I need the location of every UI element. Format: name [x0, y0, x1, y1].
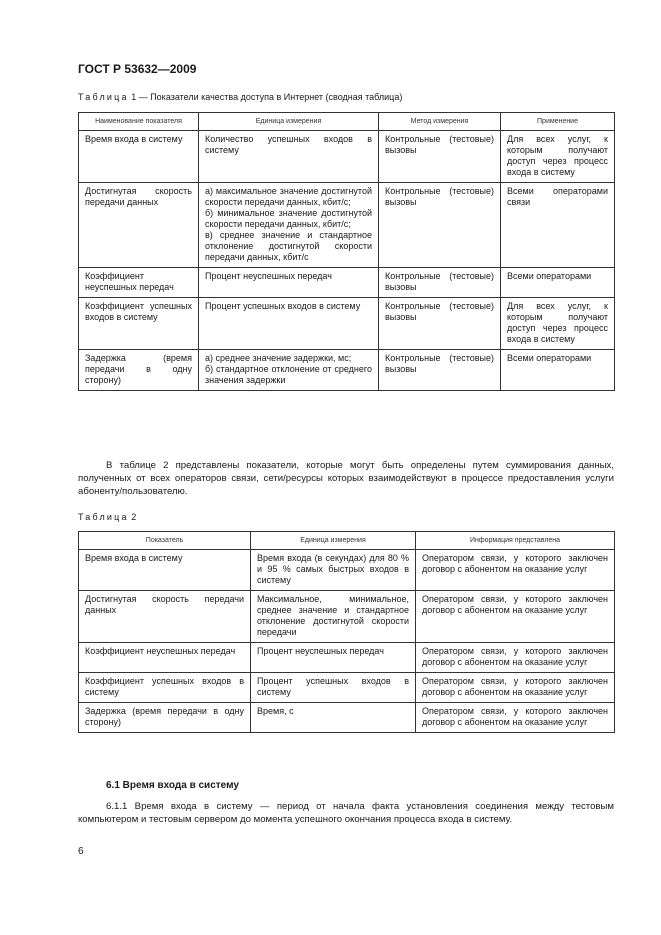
table-cell: Коэффициент успешных входов в систему [79, 298, 199, 350]
table1 [78, 112, 615, 391]
table-row [79, 673, 615, 703]
page-number: 6 [78, 846, 84, 857]
table-cell: Всеми операторами [501, 268, 615, 298]
table-cell: Коэффициент успешных входов в систему [79, 673, 251, 703]
paragraph-table2-intro [78, 459, 614, 498]
table1-header-cell: Наименование показателя [79, 113, 199, 131]
table-cell: Оператором связи, у которого заключен договор с абонентом на оказание услуг [416, 591, 615, 643]
table-cell: Для всех услуг, к которым получают доступ через процесс входа в систему [501, 131, 615, 183]
table-cell: Задержка (время передачи в одну сторону) [79, 703, 251, 733]
table2-header-row [79, 532, 615, 550]
table-row [79, 298, 615, 350]
table-cell: Оператором связи, у которого заключен договор с абонентом на оказание услуг [416, 550, 615, 591]
section-title: 6.1 Время входа в систему [106, 780, 239, 791]
table-cell: Максимальное, минимальное, среднее значение и стандартное отклонение достигнутой скорости передачи [251, 591, 416, 643]
table-cell: Время входа в систему [79, 550, 251, 591]
table-cell: Коэффициент неуспешных передач [79, 643, 251, 673]
table-row [79, 350, 615, 391]
table-cell: Коэффициент неуспешных передач [79, 268, 199, 298]
table-cell: Время входа (в секундах) для 80 % и 95 % самых быстрых входов в систему [251, 550, 416, 591]
table-cell: Контрольные (тестовые) вызовы [379, 268, 501, 298]
table-cell: Процент успешных входов в систему [199, 298, 379, 350]
table-cell: Всеми операторами [501, 350, 615, 391]
table1-caption [78, 92, 402, 102]
table-cell: Оператором связи, у которого заключен договор с абонентом на оказание услуг [416, 673, 615, 703]
table-cell: а) среднее значение задержки, мс; б) стандартное отклонение от среднего значения задержки [199, 350, 379, 391]
table2 [78, 531, 615, 733]
table2-header-cell: Единица измерения [251, 532, 416, 550]
table-row [79, 268, 615, 298]
table-cell: Для всех услуг, к которым получают доступ через процесс входа в систему [501, 298, 615, 350]
paragraph-6-1-1-text: 6.1.1 Время входа в систему — период от начала факта установления соединения между тестовым компьютером и тестовым сервером до момента успешного окончания процесса входа в систему. [78, 801, 614, 825]
table-cell: Контрольные (тестовые) вызовы [379, 298, 501, 350]
table-cell: Процент неуспешных передач [199, 268, 379, 298]
table-cell: Количество успешных входов в систему [199, 131, 379, 183]
table2-header-cell: Информация представлена [416, 532, 615, 550]
table-row [79, 183, 615, 268]
table-cell: Контрольные (тестовые) вызовы [379, 350, 501, 391]
table2-caption-text: 2 [128, 512, 137, 522]
table2-header-cell: Показатель [79, 532, 251, 550]
table1-caption-text: 1 — Показатели качества доступа в Интернет (сводная таблица) [128, 92, 403, 102]
table-cell: Достигнутая скорость передачи данных [79, 591, 251, 643]
table1-caption-label: Таблица [78, 92, 129, 102]
table-cell: Процент успешных входов в систему [251, 673, 416, 703]
table1-header-cell: Единица измерения [199, 113, 379, 131]
table-row [79, 643, 615, 673]
table-cell: Достигнутая скорость передачи данных [79, 183, 199, 268]
table-row [79, 131, 615, 183]
table-row [79, 591, 615, 643]
table-cell: Процент неуспешных передач [251, 643, 416, 673]
table2-caption-label: Таблица [78, 512, 129, 522]
table-cell: Контрольные (тестовые) вызовы [379, 131, 501, 183]
table-cell: Оператором связи, у которого заключен договор с абонентом на оказание услуг [416, 643, 615, 673]
table-cell: Время входа в систему [79, 131, 199, 183]
table-cell: Оператором связи, у которого заключен договор с абонентом на оказание услуг [416, 703, 615, 733]
standard-header: ГОСТ Р 53632—2009 [78, 62, 197, 76]
table-cell: Время, с [251, 703, 416, 733]
table-cell: Задержка (время передачи в одну сторону) [79, 350, 199, 391]
table-cell: Всеми операторами связи [501, 183, 615, 268]
table1-header-cell: Метод измерения [379, 113, 501, 131]
table1-header-row [79, 113, 615, 131]
paragraph-6-1-1 [78, 800, 614, 826]
table-cell: Контрольные (тестовые) вызовы [379, 183, 501, 268]
table-cell: а) максимальное значение достигнутой скорости передачи данных, кбит/с; б) минимальное значение достигнутой скорости передачи данных, кбит/с; в) среднее значение и стандартное отклонение достигнутой скорости передачи данных, кбит/с [199, 183, 379, 268]
table-row [79, 550, 615, 591]
table2-caption [78, 512, 136, 522]
table-row [79, 703, 615, 733]
paragraph-table2-intro-text: В таблице 2 представлены показатели, которые могут быть определены путем суммирования данных, полученных от всех операторов связи, сети/ресурсы которых взаимодействуют в процессе предоставления услуги абоненту/пользователю. [78, 460, 614, 497]
table1-header-cell: Применение [501, 113, 615, 131]
